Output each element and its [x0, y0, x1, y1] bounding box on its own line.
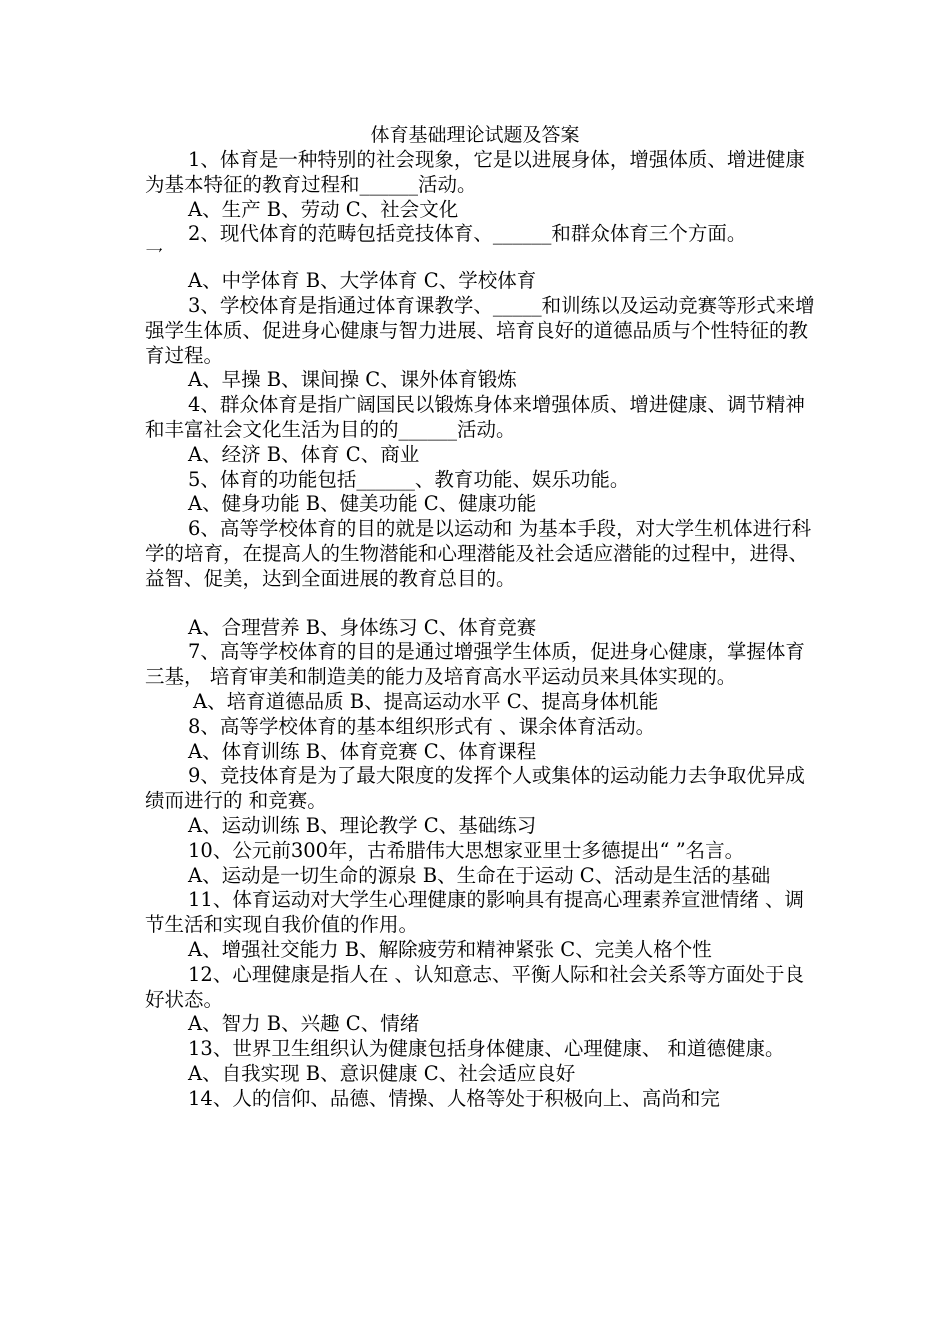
question-11: 11、体育运动对大学生心理健康的影响具有提高心理素养宣泄情绪 、调节生活和实现自我价值的作用。 [145, 888, 805, 937]
question-14: 14、人的信仰、品德、情操、人格等处于积极向上、高尚和完 [188, 1086, 720, 1110]
spacer [145, 592, 817, 616]
question-10: 10、公元前300年，古希腊伟大思想家亚里士多德提出“ ”名言。 [188, 838, 745, 862]
question-9: 9、竞技体育是为了最大限度的发挥个人或集体的运动能力去争取优异成绩而进行的 和竞赛。 [145, 764, 805, 813]
options-10: A、运动是一切生命的源泉 B、生命在于运动 C、活动是生活的基础 [188, 863, 771, 887]
options-4: A、经济 B、体育 C、商业 [188, 442, 420, 466]
question-8: 8、高等学校体育的基本组织形式有 、课余体育活动。 [188, 714, 656, 738]
question-3: 3、学校体育是指通过体育课教学、_____和训练以及运动竞赛等形式来增强学生体质、促进身心健康与智力进展、培育良好的道德品质与个性特征的教育过程。 [145, 293, 815, 367]
options-6: A、合理营养 B、身体练习 C、体育竞赛 [188, 615, 537, 639]
options-11: A、增强社交能力 B、解除疲劳和精神紧张 C、完美人格个性 [188, 937, 712, 961]
options-12: A、智力 B、兴趣 C、情绪 [188, 1012, 420, 1036]
options-2: A、中学体育 B、大学体育 C、学校体育 [188, 269, 537, 293]
options-1: A、生产 B、劳动 C、社会文化 [188, 197, 459, 221]
options-5: A、健身功能 B、健美功能 C、健康功能 [188, 492, 537, 516]
options-8: A、体育训练 B、体育竞赛 C、体育课程 [188, 739, 537, 763]
options-13: A、自我实现 B、意识健康 C、社会适应良好 [188, 1061, 576, 1085]
question-4: 4、群众体育是指广阔国民以锻炼身体来增强体质、增进健康、调节精神和丰富社会文化生活为目的的______活动。 [145, 393, 805, 441]
question-1: 1、体育是一种特别的社会现象，它是以进展身体，增强体质、增进健康为基本特征的教育过程和______活动。 [145, 148, 805, 196]
question-5: 5、体育的功能包括______、教育功能、娱乐功能。 [188, 467, 630, 491]
stray-mark: 乛 [145, 247, 163, 269]
document-title: 体育基础理论试题及答案 [370, 124, 580, 146]
question-7: 7、高等学校体育的目的是通过增强学生体质，促进身心健康，掌握体育三基， 培育审美和制造美的能力及培育高水平运动员来具体实现的。 [145, 640, 805, 689]
options-3: A、早操 B、课间操 C、课外体育锻炼 [188, 368, 517, 392]
question-list [145, 148, 817, 1111]
options-9: A、运动训练 B、理论教学 C、基础练习 [188, 813, 537, 837]
question-6: 6、高等学校体育的目的就是以运动和 为基本手段，对大学生机体进行科学的培育，在提高人的生物潜能和心理潜能及社会适应潜能的过程中，进得、益智、促美，达到全面进展的教育总目的。 [145, 517, 812, 590]
options-7: A、培育道德品质 B、提高运动水平 C、提高身体机能 [193, 689, 659, 713]
question-12: 12、心理健康是指人在 、认知意志、平衡人际和社会关系等方面处于良好状态。 [145, 962, 805, 1011]
question-13: 13、世界卫生组织认为健康包括身体健康、心理健康、 和道德健康。 [188, 1037, 785, 1061]
question-2: 2、现代体育的范畴包括竞技体育、______和群众体育三个方面。 [188, 222, 747, 246]
